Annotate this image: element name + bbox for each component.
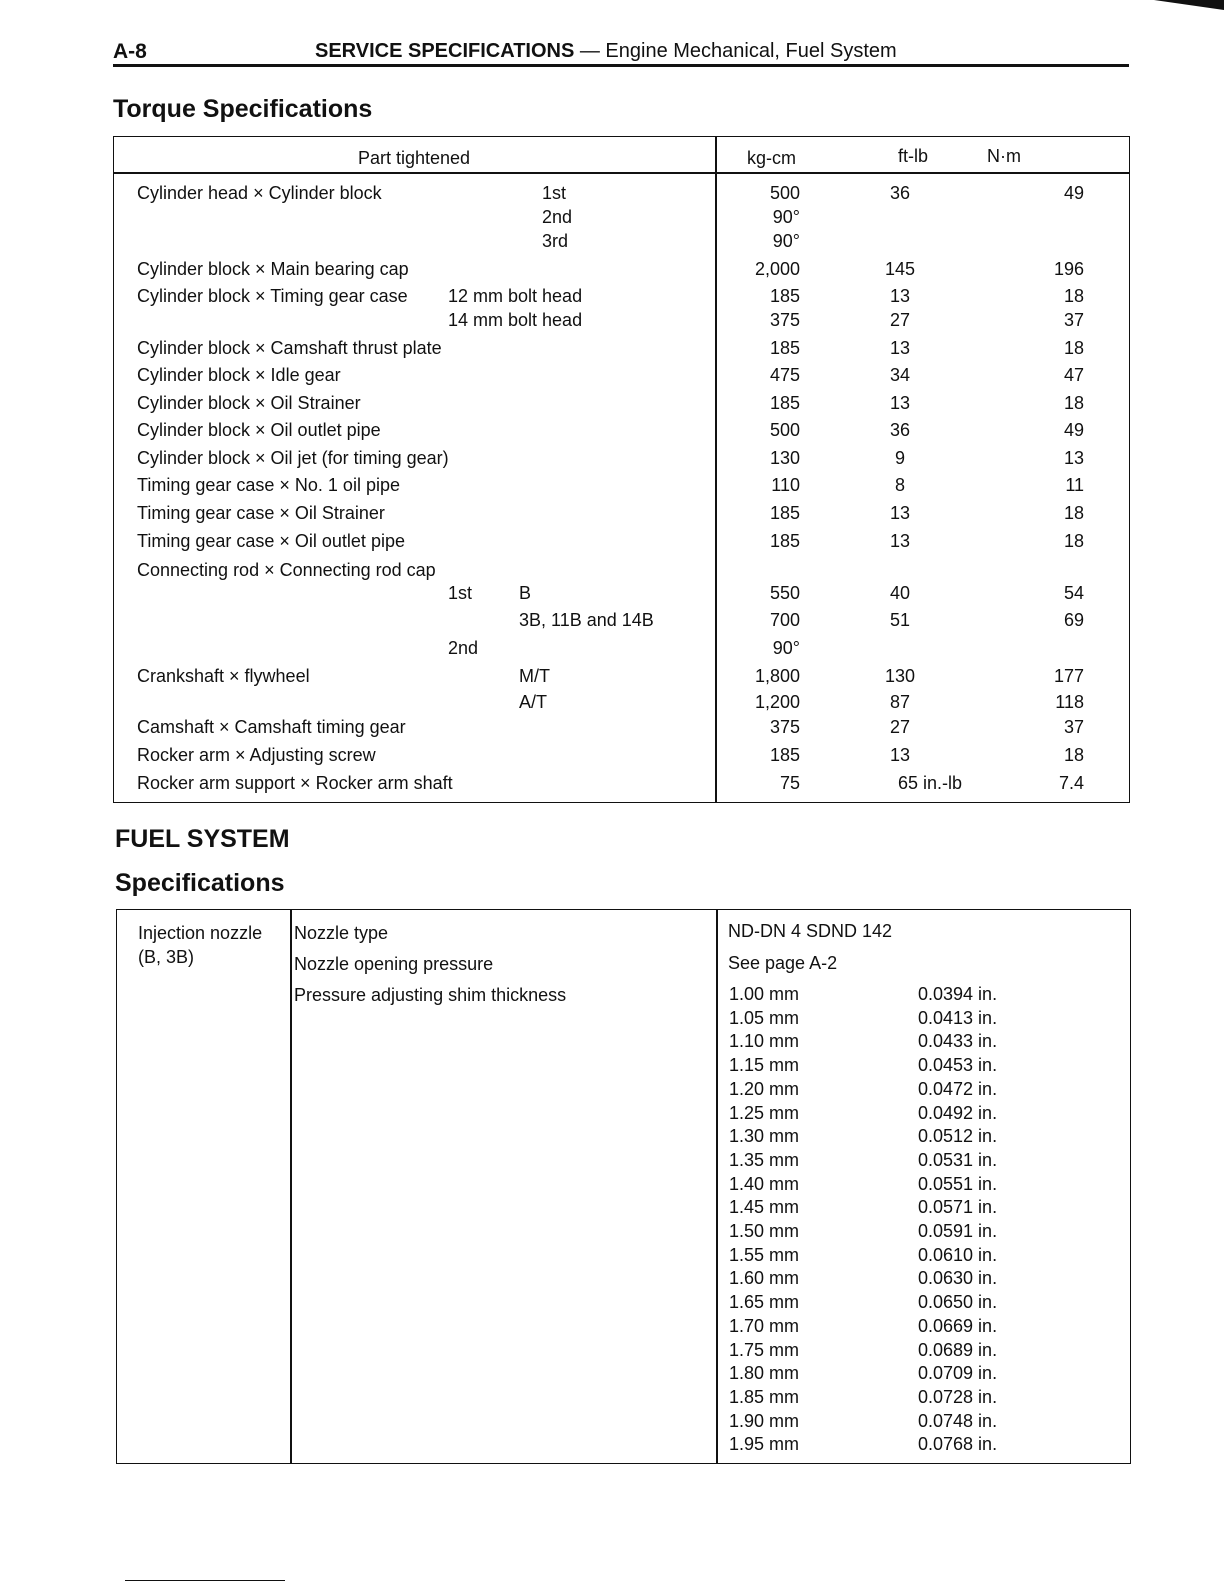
- torque-n-m: 47: [1063, 365, 1084, 385]
- torque-ft-lb: 130: [884, 666, 916, 686]
- shim-inch: 0.0591 in.: [918, 1221, 998, 1241]
- torque-kg-cm: 75: [779, 773, 800, 793]
- shim-mm: 1.65 mm: [729, 1292, 800, 1313]
- page-number: A-8: [113, 40, 147, 63]
- shim-mm: 1.35 mm: [729, 1149, 800, 1170]
- torque-subcondition: 3B, 11B and 14B: [519, 610, 654, 630]
- col-n-m: N·m: [987, 146, 1021, 166]
- torque-condition: 12 mm bolt head: [448, 286, 583, 306]
- shim-mm: 1.50 mm: [729, 1221, 800, 1241]
- fuel-system-heading: FUEL SYSTEM: [115, 825, 290, 853]
- torque-kg-cm: 130: [769, 448, 800, 468]
- torque-ft-lb: 27: [889, 717, 911, 737]
- torque-kg-cm: 1,200: [754, 692, 800, 712]
- torque-kg-cm: 185: [769, 338, 800, 358]
- spec-value-nozzle-type: ND-DN 4 SDND 142: [728, 921, 893, 941]
- torque-kg-cm: 185: [769, 393, 800, 413]
- torque-ft-lb: 13: [889, 745, 911, 765]
- torque-n-m: 11: [1065, 475, 1084, 495]
- torque-table: [113, 136, 1130, 803]
- torque-n-m: 196: [1053, 259, 1084, 279]
- torque-kg-cm: 1,800: [754, 666, 800, 686]
- spec-value-opening-pressure: See page A-2: [728, 953, 838, 973]
- torque-part: Cylinder block × Camshaft thrust plate: [137, 338, 442, 358]
- shim-mm: 1.95 mm: [729, 1434, 800, 1455]
- running-header-subtitle: — Engine Mechanical, Fuel System: [574, 40, 897, 62]
- torque-part: Rocker arm × Adjusting screw: [137, 745, 376, 765]
- torque-n-m: 7.4: [1058, 773, 1084, 793]
- shim-mm: 1.90 mm: [729, 1410, 800, 1431]
- spec-label-shim-thickness: Pressure adjusting shim thickness: [294, 985, 567, 1005]
- torque-ft-lb: 51: [889, 610, 911, 630]
- shim-mm: 1.40 mm: [729, 1173, 800, 1194]
- torque-ft-lb: 27: [889, 310, 911, 330]
- torque-ft-lb: 34: [889, 365, 911, 385]
- torque-ft-lb: 13: [889, 503, 911, 523]
- torque-n-m: 18: [1063, 531, 1084, 551]
- shim-inch: 0.0551 in.: [918, 1173, 998, 1194]
- shim-mm: 1.55 mm: [729, 1244, 800, 1265]
- torque-n-m: 177: [1053, 666, 1084, 686]
- torque-ft-lb: 13: [889, 531, 911, 551]
- torque-ft-lb: 145: [884, 259, 916, 279]
- shim-mm: 1.80 mm: [729, 1363, 800, 1384]
- torque-n-m: 118: [1055, 692, 1084, 712]
- torque-kg-cm: 185: [769, 531, 800, 551]
- running-header-title: SERVICE SPECIFICATIONS: [315, 40, 575, 62]
- torque-part: Cylinder block × Main bearing cap: [137, 259, 409, 279]
- shim-inch: 0.0768 in.: [918, 1434, 998, 1455]
- shim-mm: 1.85 mm: [729, 1386, 800, 1407]
- shim-mm: 1.10 mm: [729, 1031, 800, 1052]
- torque-n-m: 54: [1063, 583, 1084, 603]
- torque-kg-cm: 500: [769, 420, 800, 440]
- torque-subcondition: 1st: [542, 183, 567, 203]
- torque-subcondition: 3rd: [542, 231, 569, 251]
- torque-ft-lb: 65 in.-lb: [898, 773, 963, 793]
- col-ft-lb: ft-lb: [898, 146, 929, 166]
- torque-subcondition: B: [519, 583, 532, 603]
- torque-table-header-rule: [113, 172, 1130, 174]
- torque-subcondition: M/T: [519, 666, 550, 686]
- torque-part: Crankshaft × flywheel: [137, 666, 310, 686]
- shim-inch: 0.0630 in.: [918, 1268, 998, 1289]
- torque-ft-lb: 40: [889, 583, 911, 603]
- torque-kg-cm: 90°: [772, 638, 800, 658]
- torque-kg-cm: 185: [769, 745, 800, 765]
- shim-inch: 0.0650 in.: [918, 1292, 998, 1313]
- torque-ft-lb: 87: [889, 692, 911, 712]
- shim-inch: 0.0472 in.: [918, 1078, 998, 1099]
- torque-kg-cm: 700: [769, 610, 800, 630]
- torque-n-m: 18: [1063, 745, 1084, 765]
- col-part-tightened: Part tightened: [357, 148, 471, 168]
- shim-mm: 1.75 mm: [729, 1339, 800, 1360]
- torque-part: Camshaft × Camshaft timing gear: [137, 717, 406, 737]
- shim-mm: 1.20 mm: [729, 1078, 800, 1099]
- shim-mm: 1.60 mm: [729, 1268, 800, 1289]
- torque-part: Connecting rod × Connecting rod cap: [137, 560, 436, 580]
- shim-mm: 1.30 mm: [729, 1126, 800, 1147]
- fuel-spec-heading: Specifications: [115, 869, 285, 897]
- torque-kg-cm: 185: [769, 286, 800, 306]
- torque-kg-cm: 375: [769, 717, 800, 737]
- torque-ft-lb: 9: [894, 448, 905, 468]
- shim-inch: 0.0531 in.: [918, 1149, 998, 1170]
- shim-inch: 0.0728 in.: [918, 1386, 998, 1407]
- shim-inch: 0.0394 in.: [918, 984, 998, 1004]
- shim-inch: 0.0492 in.: [918, 1102, 998, 1123]
- torque-n-m: 49: [1063, 420, 1084, 440]
- footer-rule: [125, 1580, 285, 1581]
- torque-kg-cm: 110: [771, 475, 800, 495]
- torque-n-m: 18: [1063, 338, 1084, 358]
- shim-mm: 1.05 mm: [729, 1007, 800, 1028]
- torque-kg-cm: 375: [769, 310, 800, 330]
- spec-label-nozzle-type: Nozzle type: [294, 923, 389, 943]
- torque-part: Cylinder head × Cylinder block: [137, 183, 382, 203]
- torque-n-m: 18: [1063, 503, 1084, 523]
- torque-kg-cm: 475: [769, 365, 800, 385]
- page-corner-mark: [1154, 0, 1224, 10]
- torque-n-m: 37: [1063, 310, 1084, 330]
- component-models: (B, 3B): [138, 947, 195, 967]
- torque-ft-lb: 13: [889, 286, 911, 306]
- torque-ft-lb: 13: [889, 338, 911, 358]
- torque-part: Cylinder block × Oil Strainer: [137, 393, 361, 413]
- spec-label-opening-pressure: Nozzle opening pressure: [294, 954, 494, 974]
- torque-part: Cylinder block × Timing gear case: [137, 286, 408, 306]
- torque-part: Cylinder block × Oil jet (for timing gear): [137, 448, 449, 468]
- shim-mm: 1.25 mm: [729, 1102, 800, 1123]
- component-name: Injection nozzle: [138, 923, 263, 943]
- torque-subcondition: 2nd: [542, 207, 573, 227]
- torque-n-m: 49: [1063, 183, 1084, 203]
- torque-part: Cylinder block × Idle gear: [137, 365, 341, 385]
- torque-ft-lb: 8: [894, 475, 905, 495]
- torque-kg-cm: 550: [769, 583, 800, 603]
- shim-mm: 1.70 mm: [729, 1315, 800, 1336]
- fuel-table-divider-2: [716, 909, 718, 1464]
- shim-inch: 0.0571 in.: [918, 1197, 998, 1218]
- shim-inch: 0.0512 in.: [918, 1126, 998, 1147]
- torque-part: Cylinder block × Oil outlet pipe: [137, 420, 381, 440]
- shim-inch: 0.0453 in.: [918, 1055, 998, 1076]
- shim-inch: 0.0610 in.: [918, 1244, 998, 1265]
- torque-n-m: 13: [1063, 448, 1084, 468]
- fuel-table-divider-1: [290, 909, 292, 1464]
- running-header: [315, 40, 897, 63]
- torque-heading: Torque Specifications: [113, 95, 373, 123]
- torque-kg-cm: 90°: [772, 207, 800, 227]
- torque-ft-lb: 36: [889, 420, 911, 440]
- torque-kg-cm: 2,000: [754, 259, 800, 279]
- torque-n-m: 69: [1063, 610, 1084, 630]
- shim-inch: 0.0413 in.: [918, 1007, 998, 1028]
- torque-kg-cm: 185: [769, 503, 800, 523]
- shim-inch: 0.0433 in.: [918, 1031, 998, 1052]
- torque-kg-cm: 90°: [772, 231, 800, 251]
- torque-n-m: 18: [1063, 393, 1084, 413]
- torque-n-m: 18: [1063, 286, 1084, 306]
- shim-inch: 0.0689 in.: [918, 1339, 998, 1360]
- torque-part: Timing gear case × Oil Strainer: [137, 503, 385, 523]
- shim-mm: 1.45 mm: [729, 1197, 800, 1218]
- shim-mm: 1.00 mm: [729, 984, 800, 1004]
- torque-part: Rocker arm support × Rocker arm shaft: [137, 773, 453, 793]
- torque-part: Timing gear case × Oil outlet pipe: [137, 531, 405, 551]
- col-kg-cm: kg-cm: [747, 148, 796, 168]
- torque-subcondition: A/T: [519, 692, 548, 712]
- torque-n-m: 37: [1063, 717, 1084, 737]
- torque-ft-lb: 13: [889, 393, 911, 413]
- torque-condition: 14 mm bolt head: [448, 310, 583, 330]
- shim-inch: 0.0748 in.: [918, 1410, 998, 1431]
- torque-condition: 1st: [448, 583, 473, 603]
- header-rule: [113, 64, 1129, 67]
- torque-table-divider: [715, 136, 717, 803]
- torque-ft-lb: 36: [889, 183, 911, 203]
- torque-part: Timing gear case × No. 1 oil pipe: [137, 475, 400, 495]
- torque-condition: 2nd: [448, 638, 479, 658]
- shim-mm: 1.15 mm: [729, 1055, 800, 1076]
- shim-inch: 0.0709 in.: [918, 1363, 998, 1384]
- shim-inch: 0.0669 in.: [918, 1315, 998, 1336]
- torque-kg-cm: 500: [769, 183, 800, 203]
